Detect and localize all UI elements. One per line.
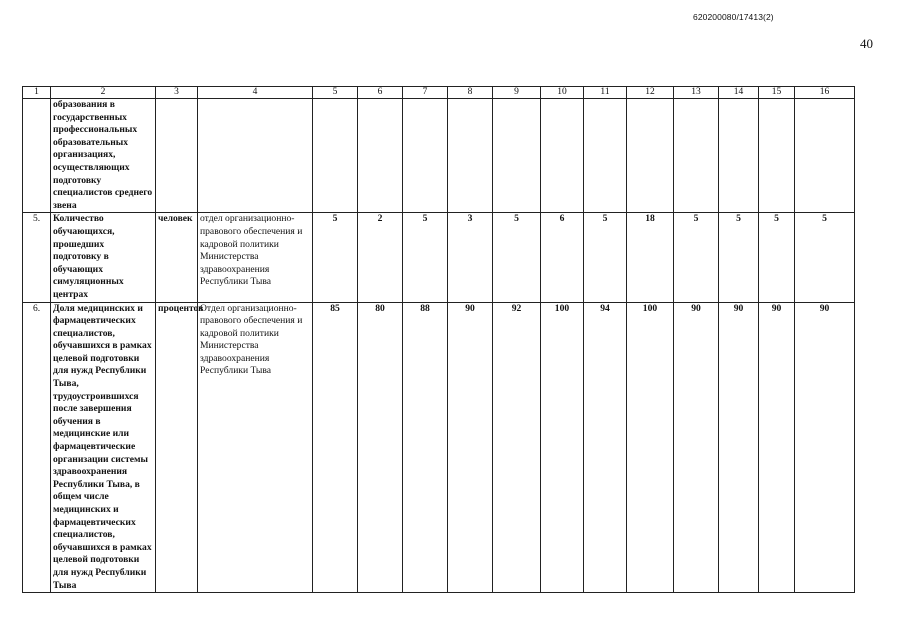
column-header: 3: [156, 87, 198, 99]
value-cell: [313, 99, 358, 213]
value-cell: 100: [541, 302, 584, 593]
column-header: 8: [448, 87, 493, 99]
responsible-body: отдел организационно-правового обеспечения и кадровой политики Министерства здравоохранения Республики Тыва: [198, 213, 313, 302]
value-cell: [719, 99, 759, 213]
column-header: 12: [627, 87, 674, 99]
row-number: 5.: [23, 213, 51, 302]
value-cell: 5: [403, 213, 448, 302]
table-row: [23, 302, 855, 593]
unit-of-measure: [156, 99, 198, 213]
table-row: [23, 99, 855, 213]
value-cell: 5: [584, 213, 627, 302]
value-cell: [403, 99, 448, 213]
value-cell: 18: [627, 213, 674, 302]
indicator-name: Количество обучающихся, прошедших подготовку в обучающих симуляционных центрах: [51, 213, 156, 302]
column-header: 14: [719, 87, 759, 99]
value-cell: [584, 99, 627, 213]
column-header: 9: [493, 87, 541, 99]
value-cell: 3: [448, 213, 493, 302]
value-cell: 90: [759, 302, 795, 593]
column-header: 5: [313, 87, 358, 99]
value-cell: 5: [719, 213, 759, 302]
value-cell: 80: [358, 302, 403, 593]
row-number: [23, 99, 51, 213]
responsible-body: [198, 99, 313, 213]
value-cell: 90: [719, 302, 759, 593]
column-header: 11: [584, 87, 627, 99]
value-cell: 88: [403, 302, 448, 593]
value-cell: 5: [795, 213, 855, 302]
column-header: 10: [541, 87, 584, 99]
value-cell: [448, 99, 493, 213]
column-header: 16: [795, 87, 855, 99]
value-cell: 5: [493, 213, 541, 302]
value-cell: 5: [313, 213, 358, 302]
value-cell: [358, 99, 403, 213]
indicator-name: Доля медицинских и фармацевтических специалистов, обучавшихся в рамках целевой подготовки для нужд Республики Тыва, трудоустроившихся после завершения обучения в медицинские или фармацевтические организации системы здравоохранения Республики Тыва, в общем числе медицинских и фармацевтических специалистов, обучавшихся в рамках целевой подготовки для нужд Республики Тыва: [51, 302, 156, 593]
value-cell: 90: [795, 302, 855, 593]
value-cell: [493, 99, 541, 213]
column-header: 15: [759, 87, 795, 99]
table-header-row: [23, 87, 855, 99]
value-cell: 92: [493, 302, 541, 593]
column-header: 7: [403, 87, 448, 99]
unit-of-measure: человек: [156, 213, 198, 302]
responsible-body: Отдел организационно-правового обеспечения и кадровой политики Министерства здравоохранения Республики Тыва: [198, 302, 313, 593]
value-cell: 94: [584, 302, 627, 593]
value-cell: [759, 99, 795, 213]
table-row: [23, 213, 855, 302]
value-cell: 100: [627, 302, 674, 593]
indicators-table: [22, 86, 855, 593]
value-cell: [674, 99, 719, 213]
row-number: 6.: [23, 302, 51, 593]
value-cell: [795, 99, 855, 213]
column-header: 6: [358, 87, 403, 99]
page-number: 40: [860, 36, 873, 51]
indicator-name: образования в государственных профессиональных образовательных организациях, осуществляющих подготовку специалистов среднего звена: [51, 99, 156, 213]
value-cell: 90: [448, 302, 493, 593]
column-header: 1: [23, 87, 51, 99]
value-cell: 90: [674, 302, 719, 593]
column-header: 13: [674, 87, 719, 99]
value-cell: 85: [313, 302, 358, 593]
document-code: 620200080/17413(2): [693, 12, 774, 22]
column-header: 4: [198, 87, 313, 99]
unit-of-measure: процентов: [156, 302, 198, 593]
value-cell: [541, 99, 584, 213]
value-cell: 5: [759, 213, 795, 302]
value-cell: 5: [674, 213, 719, 302]
value-cell: 6: [541, 213, 584, 302]
value-cell: 2: [358, 213, 403, 302]
value-cell: [627, 99, 674, 213]
column-header: 2: [51, 87, 156, 99]
